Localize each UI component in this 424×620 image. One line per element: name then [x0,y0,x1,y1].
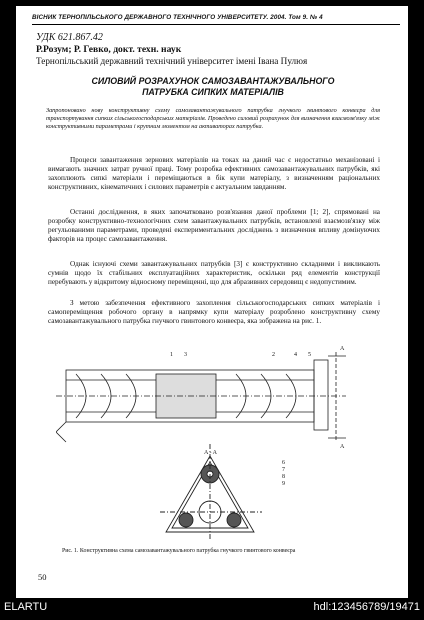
label-2: 2 [272,352,275,358]
authors: Р.Розум; Р. Гевко, докт. техн. наук [36,44,182,55]
end-plate [314,360,328,430]
label-1: 1 [170,352,173,358]
label-9: 9 [282,481,285,487]
label-4: 4 [294,352,297,358]
section-mark-top: A [340,346,345,352]
footer-handle: hdl:123456789/19471 [313,601,420,613]
label-3: 3 [184,352,187,358]
header-rule [32,24,400,25]
label-7: 7 [282,467,285,473]
section-title: A - A [204,450,218,456]
page-content [16,6,408,598]
paper-title-line-1: СИЛОВИЙ РОЗРАХУНОК САМОЗАВАНТАЖУВАЛЬНОГО [91,76,335,86]
paragraph-4: З метою забезпечення ефективного захоплення сільськогосподарських сипких матеріалів і самопереміщення робочого органу в напрямку купи матеріалу розроблено конструктивну схему самозавантажувального патрубка гнучкого гвинтового конвеєра, яка зображена на рис. 1. [48,299,380,326]
roller-left [179,513,193,527]
cross-section-view [160,444,262,540]
paragraph-1: Процеси завантаження зернових матеріалів на токах на даний час є недостатньо механізовані і вимагають значних затрат ручної праці. Тому розробка ефективних самозавантажувальних патрубків, які захоплюють сипкі матеріали і переміщаються в бік купи матеріалу, з визначенням раціональних конструктивних, кінематичних і силових параметрів є актуальним завданням. [48,156,380,192]
journal-header: ВІСНИК ТЕРНОПІЛЬСЬКОГО ДЕРЖАВНОГО ТЕХНІЧНОГО УНІВЕРСИТЕТУ. 2004. Том 9. № 4 [32,14,323,21]
section-mark-bottom: A [340,444,345,450]
figure-caption: Рис. 1. Конструктивна схема самозавантажувального патрубка гнучкого гвинтового конвеєра [62,548,296,554]
paragraph-3: Однак існуючі схеми завантажувальних патрубків [3] є конструктивно складними і викликають сумнів щодо їх стабільних експлуатаційних характеристик, оскільки ряд елементів конструкції перебувають у відкритому відносному переміщенні, що для абразивних середовищ є недопустимим. [48,260,380,287]
label-5: 5 [308,352,311,358]
footer-repository: ELARTU [4,601,48,613]
paragraph-2: Останні дослідження, в яких започатковано розв'язання даної проблеми [1; 2], спрямовані на розробку конструктивно-технологічних схем завантажувальних патрубків, встановлені взаємозв'язку між регульованими параметрами, проведені експериментальних досліджень з визначення впливу домінуючих факторів на процес самозавантаження. [48,208,380,244]
roller-right [227,513,241,527]
affiliation: Тернопільський державний технічний університет імені Івана Пулюя [36,56,308,66]
abstract: Запропоновано нову конструктивну схему самозавантажувального патрубка гнучкого гвинтового конвеєра для транспортування сипких сільськогосподарських матеріалів. Проведено силовий розрахунок для визначення взаємозв'язку між конструктивними параметрами і крутним моментом на активаторах патрубка. [46,107,380,131]
label-6: 6 [282,460,285,466]
udc-code: УДК 621.867.42 [36,32,103,43]
figure-1-diagram [56,344,356,544]
label-8: 8 [282,474,285,480]
page-number: 50 [38,572,47,582]
paper-title-line-2: ПАТРУБКА СИПКИХ МАТЕРІАЛІВ [142,87,284,97]
conveyor-section-view [56,352,346,442]
